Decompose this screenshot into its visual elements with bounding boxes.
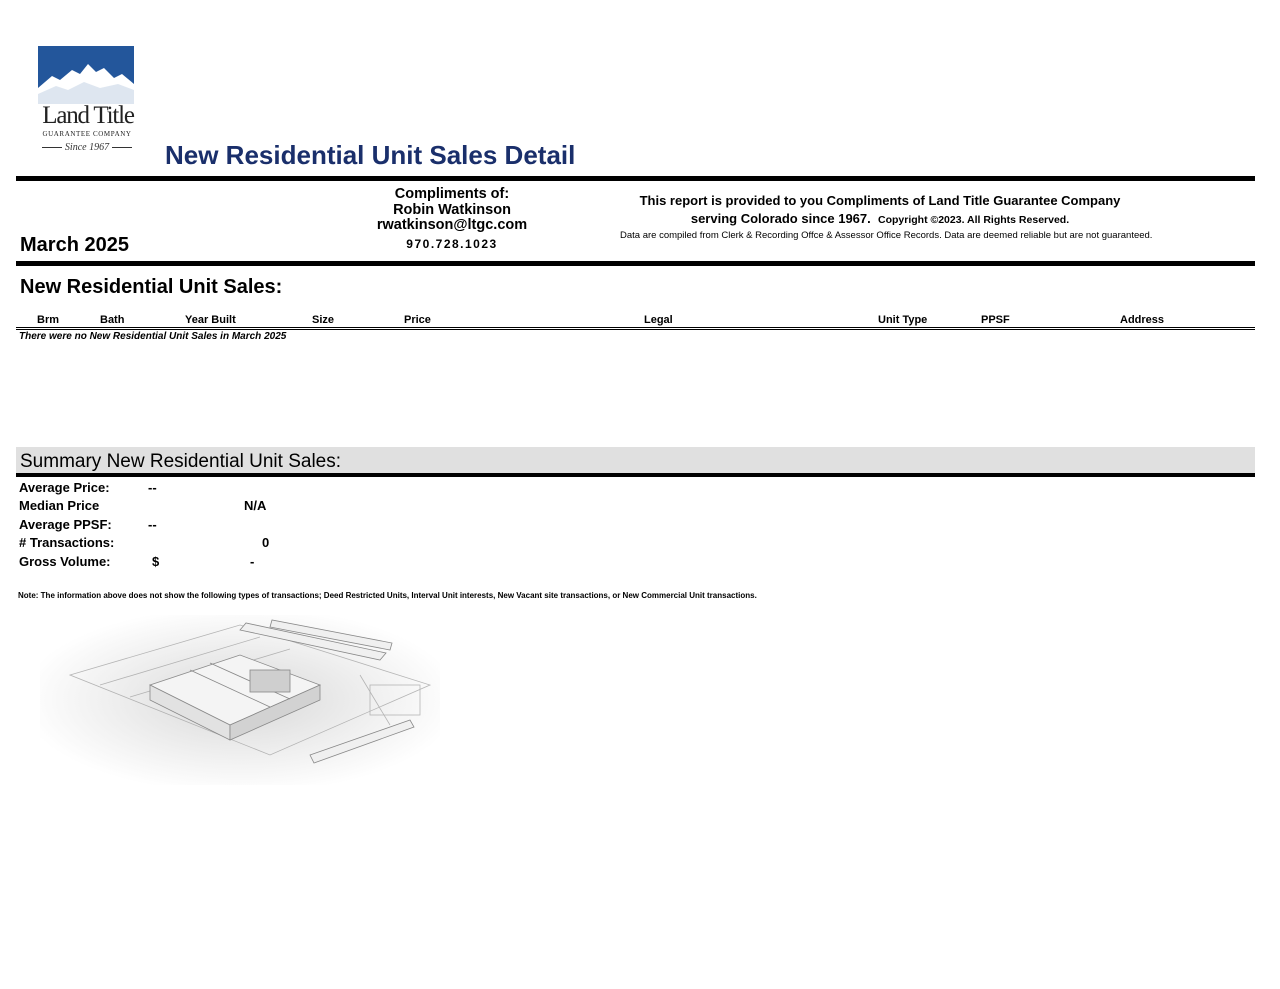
copyright-text: Copyright ©2023. All Rights Reserved. — [877, 214, 1070, 226]
column-header-price: Price — [404, 314, 431, 326]
mountain-icon — [38, 46, 134, 104]
column-header-brm: Brm — [37, 314, 60, 326]
summary-title: Summary New Residential Unit Sales: — [20, 451, 342, 472]
column-header-address: Address — [1120, 314, 1165, 326]
report-title: New Residential Unit Sales Detail — [165, 140, 576, 170]
logo-subtitle: GUARANTEE COMPANY — [42, 130, 132, 138]
disclaimer-serving: serving Colorado since 1967. — [690, 211, 871, 226]
gross-volume-currency: $ — [152, 554, 160, 569]
column-header-ppsf: PPSF — [981, 314, 1010, 326]
table-header-rule-1 — [16, 327, 1255, 328]
architecture-illustration — [40, 615, 440, 785]
disclaimer-line-3: Data are compiled from Clerk & Recording Offce & Assessor Office Records. Data are deemed reliable but are not guaranteed. — [620, 230, 1153, 241]
agent-phone: 970.728.1023 — [406, 236, 498, 251]
average-ppsf-label: Average PPSF: — [19, 517, 112, 532]
gross-volume-label: Gross Volume: — [19, 554, 111, 569]
empty-sales-message: There were no New Residential Unit Sales in March 2025 — [19, 331, 287, 342]
disclaimer-block — [620, 192, 1153, 243]
transactions-note: Note: The information above does not show the following types of transactions; Deed Restricted Units, Interval Unit interests, New Vacant site transactions, or New Commercial Unit transactions. — [18, 591, 757, 600]
compliments-label: Compliments of: — [394, 186, 510, 202]
average-price-label: Average Price: — [19, 480, 110, 495]
transactions-label: # Transactions: — [19, 535, 115, 550]
agent-name: Robin Watkinson — [393, 201, 511, 218]
company-logo — [38, 46, 134, 104]
median-price-value: N/A — [244, 498, 267, 513]
logo-since-text: Since 1967 — [64, 142, 110, 153]
logo-since — [34, 142, 140, 153]
logo-wordmark: Land Title — [42, 102, 134, 129]
gross-volume-value: - — [250, 554, 255, 569]
disclaimer-line-1: This report is provided to you Compliments of Land Title Guarantee Company — [639, 193, 1121, 208]
average-price-value: -- — [148, 480, 157, 495]
report-month: March 2025 — [20, 234, 129, 256]
compliments-block — [352, 187, 552, 252]
column-header-bath: Bath — [100, 314, 125, 326]
column-header-unit-type: Unit Type — [878, 314, 928, 326]
disclaimer-line-2 — [620, 210, 1140, 229]
summary-divider — [16, 473, 1255, 477]
agent-email: rwatkinson@ltgc.com — [376, 217, 528, 233]
table-header-rule-2 — [16, 329, 1255, 330]
column-header-legal: Legal — [644, 314, 673, 326]
column-header-size: Size — [312, 314, 335, 326]
transactions-value: 0 — [262, 535, 270, 550]
sales-section-title: New Residential Unit Sales: — [20, 276, 283, 298]
median-price-label: Median Price — [19, 498, 100, 513]
average-ppsf-value: -- — [148, 517, 157, 532]
header-divider-top — [16, 176, 1255, 181]
column-header-year-built: Year Built — [185, 314, 236, 326]
header-divider-bottom — [16, 261, 1255, 266]
